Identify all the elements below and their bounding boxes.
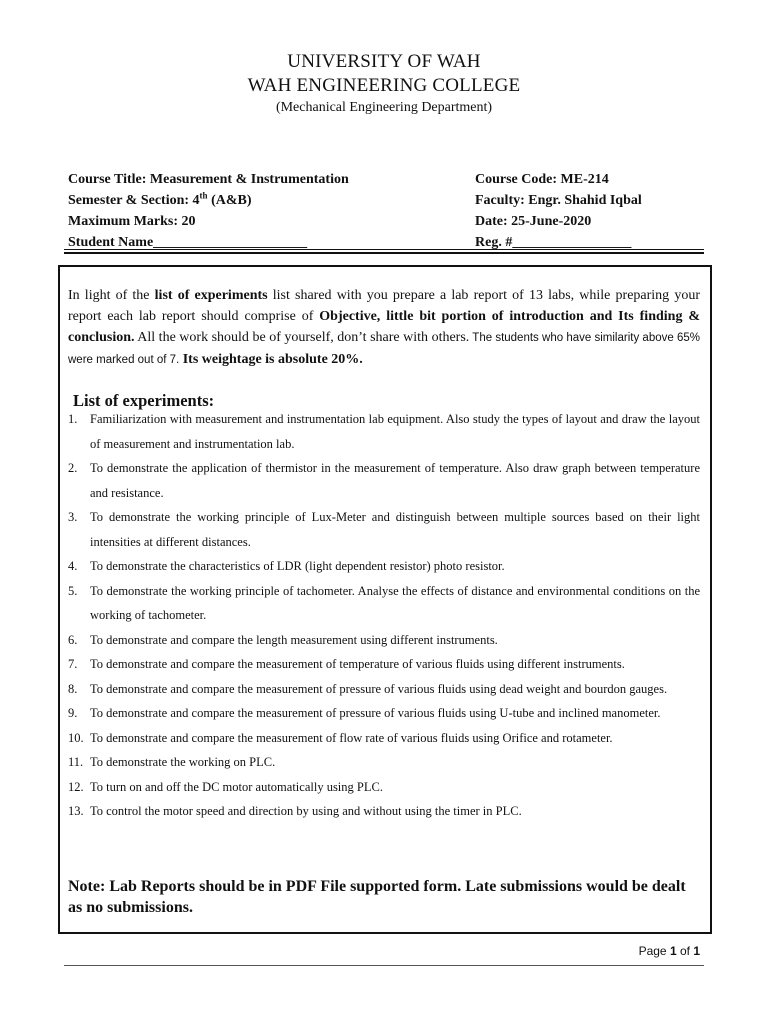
student-name-field: Student Name______________________ — [68, 235, 308, 250]
item-number: 11. — [68, 755, 84, 769]
header-divider-thin — [64, 249, 704, 250]
intro-paragraph — [68, 285, 700, 371]
course-info — [68, 169, 704, 253]
intro-text-2: list shared with you prepare a lab report of 13 labs, while preparing your report each lab report should comprise of — [68, 288, 700, 324]
intro-text-1: In light of the — [68, 288, 155, 303]
document-header — [0, 50, 768, 118]
list-item — [68, 701, 700, 726]
page-prefix: Page — [638, 944, 670, 958]
intro-bold-2: Objective, little bit portion of introduction and Its finding & conclusion. — [68, 309, 701, 345]
page-mid: of — [676, 944, 694, 958]
intro-text-3: All the work should be of yourself, don’t share with others. — [134, 330, 470, 345]
item-number: 6. — [68, 632, 78, 647]
item-number: 7. — [68, 657, 78, 671]
department-name: (Mechanical Engineering Department) — [275, 100, 493, 115]
item-text: To turn on and off the DC motor automatically using PLC. — [90, 779, 383, 794]
item-number: 12. — [68, 779, 84, 794]
faculty: Faculty: Engr. Shahid Iqbal — [475, 193, 642, 208]
page-total: 1 — [693, 944, 700, 958]
list-item — [68, 628, 700, 653]
semester-sup: th — [199, 190, 208, 201]
experiment-list — [68, 407, 700, 824]
item-text: To demonstrate and compare the measurement of flow rate of various fluids using Orifice and rotameter. — [90, 730, 613, 745]
item-number: 5. — [68, 583, 78, 598]
item-text: To demonstrate the working principle of tachometer. Analyse the effects of distance and environmental conditions on the working of tachometer. — [90, 583, 700, 622]
list-item — [68, 677, 700, 702]
semester-suffix: (A&B) — [207, 193, 252, 208]
list-title: List of experiments: — [73, 391, 215, 410]
list-item — [68, 750, 700, 775]
list-item — [68, 652, 700, 677]
header-divider-thick — [64, 252, 704, 254]
intro-small-text: The students who have similarity above 65% were marked out of 7. — [68, 332, 700, 366]
semester-section — [68, 190, 475, 211]
intro-bold-1: list of experiments — [154, 288, 268, 303]
item-text: To demonstrate and compare the measurement of pressure of various fluids using U-tube and inclined manometer. — [90, 706, 661, 720]
college-name: WAH ENGINEERING COLLEGE — [247, 75, 521, 96]
item-text: To demonstrate the working on PLC. — [90, 755, 276, 769]
semester-prefix: Semester & Section: 4 — [68, 193, 200, 208]
list-item — [68, 505, 700, 554]
item-text: Familiarization with measurement and instrumentation lab equipment. Also study the types of layout and draw the layout of measurement and instrumentation lab. — [90, 412, 700, 451]
item-text: To demonstrate the application of thermistor in the measurement of temperature. Also draw graph between temperature and resistance. — [90, 461, 700, 500]
page-current: 1 — [669, 944, 677, 958]
item-number: 8. — [68, 681, 78, 696]
submission-note: Note: Lab Reports should be in PDF File supported form. Late submissions would be dealt as no submissions. — [68, 878, 686, 916]
item-number: 9. — [68, 706, 78, 720]
page-number — [639, 944, 700, 958]
item-number: 2. — [68, 461, 78, 475]
item-text: To control the motor speed and direction by using and without using the timer in PLC. — [90, 804, 522, 818]
list-item — [68, 775, 700, 800]
item-number: 3. — [68, 510, 78, 524]
item-number: 10. — [68, 730, 84, 745]
date: Date: 25-June-2020 — [475, 214, 592, 229]
item-text: To demonstrate and compare the measurement of pressure of various fluids using dead weight and bourdon gauges. — [90, 681, 668, 696]
university-name: UNIVERSITY OF WAH — [287, 51, 481, 72]
item-text: To demonstrate and compare the length measurement using different instruments. — [90, 632, 498, 647]
course-title: Course Title: Measurement & Instrumentation — [68, 172, 349, 187]
list-item — [68, 579, 700, 628]
item-number: 4. — [68, 559, 78, 573]
item-number: 1. — [68, 412, 78, 426]
item-number: 13. — [68, 804, 84, 818]
item-text: To demonstrate and compare the measurement of temperature of various fluids using different instruments. — [90, 657, 625, 671]
course-code: Course Code: ME-214 — [475, 172, 609, 187]
footer-divider — [64, 965, 704, 966]
list-item — [68, 799, 700, 824]
intro-bold-3: Its weightage is absolute 20%. — [179, 352, 363, 367]
list-item — [68, 726, 700, 751]
item-text: To demonstrate the working principle of Lux-Meter and distinguish between multiple sources based on their light intensities at different distances. — [90, 510, 700, 549]
list-item — [68, 407, 700, 456]
reg-number-field: Reg. #_________________ — [475, 235, 632, 250]
list-item — [68, 456, 700, 505]
item-text: To demonstrate the characteristics of LDR (light dependent resistor) photo resistor. — [90, 559, 505, 573]
list-item — [68, 554, 700, 579]
maximum-marks: Maximum Marks: 20 — [68, 214, 196, 229]
